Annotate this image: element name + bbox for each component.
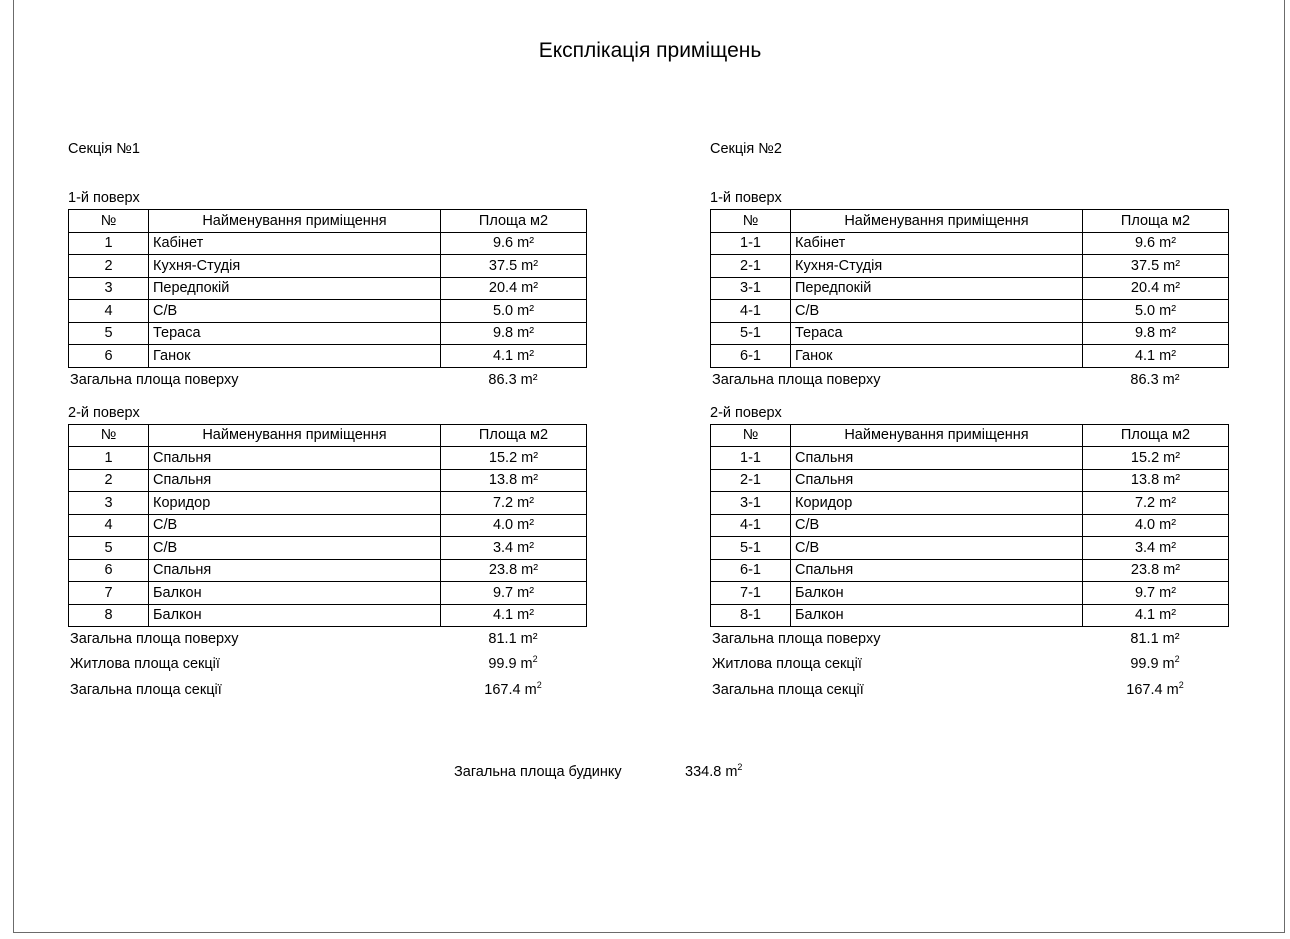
room-area: 9.6 m² [1083, 232, 1229, 255]
section-total-label: Загальна площа секції [712, 682, 864, 698]
section-total [68, 677, 588, 703]
room-name: Спальня [791, 469, 1083, 492]
living-area-number: 99.9 m [488, 656, 533, 672]
room-area: 4.1 m² [1083, 604, 1229, 627]
rooms-table [68, 209, 587, 368]
room-name: Тераса [149, 322, 441, 345]
room-area: 4.1 m² [1083, 345, 1229, 368]
room-number: 2 [69, 255, 149, 278]
room-number: 1-1 [711, 232, 791, 255]
table-row [69, 514, 587, 537]
living-area-unit-exponent: 2 [1174, 654, 1180, 664]
room-number: 4-1 [711, 514, 791, 537]
floor-total-label: Загальна площа поверху [712, 631, 881, 647]
house-total-value: 334.8 $m^2$ [685, 762, 743, 780]
room-name: Кухня-Студія [149, 255, 441, 278]
table-row [69, 255, 587, 278]
room-area: 3.4 m² [1083, 537, 1229, 560]
column-header-name: Найменування приміщення [791, 424, 1083, 447]
column-header-number: № [69, 210, 149, 233]
room-name: Кабінет [791, 232, 1083, 255]
room-name: Коридор [791, 492, 1083, 515]
floor-total-value: 81.1 m² [1130, 631, 1180, 647]
floor-total-value: 81.1 m² [488, 631, 538, 647]
room-number: 3 [69, 277, 149, 300]
room-area: 3.4 m² [441, 537, 587, 560]
floor-total-value: 86.3 m² [1130, 371, 1180, 388]
room-area: 13.8 m² [441, 469, 587, 492]
room-number: 8 [69, 604, 149, 627]
column-header-area: Площа м2 [441, 210, 587, 233]
table-row [711, 277, 1229, 300]
room-number: 3-1 [711, 492, 791, 515]
table-row [69, 322, 587, 345]
room-name: С/В [149, 514, 441, 537]
room-name: С/В [791, 537, 1083, 560]
table-header-row [711, 210, 1229, 233]
table-row [69, 300, 587, 323]
rooms-table [710, 424, 1229, 628]
section-title: Секція №1 [68, 141, 140, 157]
room-number: 2-1 [711, 255, 791, 278]
room-area: 4.0 m² [1083, 514, 1229, 537]
room-area: 4.1 m² [441, 345, 587, 368]
room-number: 5 [69, 322, 149, 345]
column-header-number: № [69, 424, 149, 447]
table-row [711, 232, 1229, 255]
room-number: 3 [69, 492, 149, 515]
table-row [711, 559, 1229, 582]
floor-total-label: Загальна площа поверху [70, 371, 239, 388]
section-total-number: 167.4 m [1126, 682, 1179, 698]
room-name: С/В [791, 300, 1083, 323]
spacer [68, 159, 588, 187]
table-header-row [69, 210, 587, 233]
section-2 [710, 139, 1230, 703]
section-title: Секція №2 [710, 141, 782, 157]
room-name: С/В [791, 514, 1083, 537]
table-row [711, 604, 1229, 627]
section-total-value [1082, 677, 1228, 703]
table-row [711, 300, 1229, 323]
room-name: Балкон [791, 582, 1083, 605]
table-row [69, 582, 587, 605]
room-name: Ганок [791, 345, 1083, 368]
room-name: Передпокій [149, 277, 441, 300]
floor-title: 1-й поверх [68, 190, 140, 206]
living-area-label: Житлова площа секції [712, 656, 862, 672]
column-header-area: Площа м2 [1083, 210, 1229, 233]
room-name: Кухня-Студія [791, 255, 1083, 278]
room-name: Балкон [791, 604, 1083, 627]
column-header-area: Площа м2 [1083, 424, 1229, 447]
table-row [69, 559, 587, 582]
floor-total [68, 627, 588, 651]
table-row [69, 537, 587, 560]
section-total-value [440, 677, 586, 703]
section-total-label: Загальна площа секції [70, 682, 222, 698]
document-title: Експлікація приміщень [538, 39, 762, 62]
room-name: Передпокій [791, 277, 1083, 300]
room-number: 2-1 [711, 469, 791, 492]
table-row [69, 492, 587, 515]
room-number: 4-1 [711, 300, 791, 323]
spacer [710, 159, 1230, 187]
table-row [69, 345, 587, 368]
section-total-unit-exponent: 2 [1178, 680, 1184, 690]
room-area: 4.0 m² [441, 514, 587, 537]
table-row [711, 345, 1229, 368]
room-number: 6 [69, 559, 149, 582]
room-area: 37.5 m² [1083, 255, 1229, 278]
room-number: 1 [69, 447, 149, 470]
floor-total [710, 627, 1230, 651]
floor-total-label: Загальна площа поверху [712, 371, 881, 388]
floor-total [710, 368, 1230, 392]
table-row [69, 469, 587, 492]
column-header-number: № [711, 210, 791, 233]
room-area: 5.0 m² [441, 300, 587, 323]
section-1 [68, 139, 588, 703]
room-name: С/В [149, 300, 441, 323]
spacer [68, 392, 588, 402]
room-number: 7 [69, 582, 149, 605]
column-header-name: Найменування приміщення [149, 424, 441, 447]
rooms-table [68, 424, 587, 628]
room-number: 6-1 [711, 559, 791, 582]
table-row [711, 514, 1229, 537]
room-number: 5-1 [711, 322, 791, 345]
table-row [711, 492, 1229, 515]
spacer [710, 392, 1230, 402]
living-area-number: 99.9 m [1130, 656, 1175, 672]
table-row [69, 604, 587, 627]
column-header-number: № [711, 424, 791, 447]
floor-title: 1-й поверх [710, 190, 782, 206]
room-name: Кабінет [149, 232, 441, 255]
table-row [711, 447, 1229, 470]
living-area [710, 651, 1230, 677]
table-row [69, 277, 587, 300]
living-area-value [1082, 651, 1228, 677]
room-name: Спальня [791, 559, 1083, 582]
room-number: 1 [69, 232, 149, 255]
room-name: Спальня [149, 559, 441, 582]
floor-title: 2-й поверх [68, 404, 140, 421]
room-area: 9.7 m² [1083, 582, 1229, 605]
room-number: 3-1 [711, 277, 791, 300]
table-row [711, 469, 1229, 492]
floor-title: 2-й поверх [710, 404, 782, 421]
table-header-row [69, 424, 587, 447]
room-area: 20.4 m² [1083, 277, 1229, 300]
room-area: 9.7 m² [441, 582, 587, 605]
room-number: 5-1 [711, 537, 791, 560]
room-number: 7-1 [711, 582, 791, 605]
living-area-value [440, 651, 586, 677]
table-row [711, 322, 1229, 345]
section-total-number: 167.4 m [484, 682, 537, 698]
room-name: Спальня [791, 447, 1083, 470]
document-sheet [13, 0, 1285, 933]
room-area: 15.2 m² [1083, 447, 1229, 470]
room-area: 23.8 m² [441, 559, 587, 582]
room-number: 1-1 [711, 447, 791, 470]
floor-total-value: 86.3 m² [488, 371, 538, 388]
room-area: 4.1 m² [441, 604, 587, 627]
section-total-unit-exponent: 2 [536, 680, 542, 690]
table-row [711, 537, 1229, 560]
room-area: 7.2 m² [1083, 492, 1229, 515]
column-header-name: Найменування приміщення [791, 210, 1083, 233]
room-name: Спальня [149, 469, 441, 492]
room-number: 4 [69, 514, 149, 537]
room-name: Спальня [149, 447, 441, 470]
room-area: 9.8 m² [441, 322, 587, 345]
room-name: Балкон [149, 582, 441, 605]
column-header-name: Найменування приміщення [149, 210, 441, 233]
table-row [69, 447, 587, 470]
room-name: Ганок [149, 345, 441, 368]
living-area-unit-exponent: 2 [532, 654, 538, 664]
room-area: 20.4 m² [441, 277, 587, 300]
room-number: 6 [69, 345, 149, 368]
room-area: 5.0 m² [1083, 300, 1229, 323]
column-header-area: Площа м2 [441, 424, 587, 447]
table-header-row [711, 424, 1229, 447]
room-area: 7.2 m² [441, 492, 587, 515]
room-number: 5 [69, 537, 149, 560]
room-area: 13.8 m² [1083, 469, 1229, 492]
table-row [69, 232, 587, 255]
living-area-label: Житлова площа секції [70, 656, 220, 672]
room-number: 4 [69, 300, 149, 323]
floor-total-label: Загальна площа поверху [70, 631, 239, 647]
table-row [711, 582, 1229, 605]
living-area [68, 651, 588, 677]
room-name: С/В [149, 537, 441, 560]
room-area: 37.5 m² [441, 255, 587, 278]
room-number: 2 [69, 469, 149, 492]
room-number: 6-1 [711, 345, 791, 368]
room-area: 23.8 m² [1083, 559, 1229, 582]
room-number: 8-1 [711, 604, 791, 627]
room-name: Балкон [149, 604, 441, 627]
room-name: Тераса [791, 322, 1083, 345]
section-total [710, 677, 1230, 703]
room-area: 15.2 m² [441, 447, 587, 470]
floor-total [68, 368, 588, 392]
room-name: Коридор [149, 492, 441, 515]
room-area: 9.6 m² [441, 232, 587, 255]
rooms-table [710, 209, 1229, 368]
house-total-label: Загальна площа будинку [454, 764, 622, 780]
table-row [711, 255, 1229, 278]
room-area: 9.8 m² [1083, 322, 1229, 345]
